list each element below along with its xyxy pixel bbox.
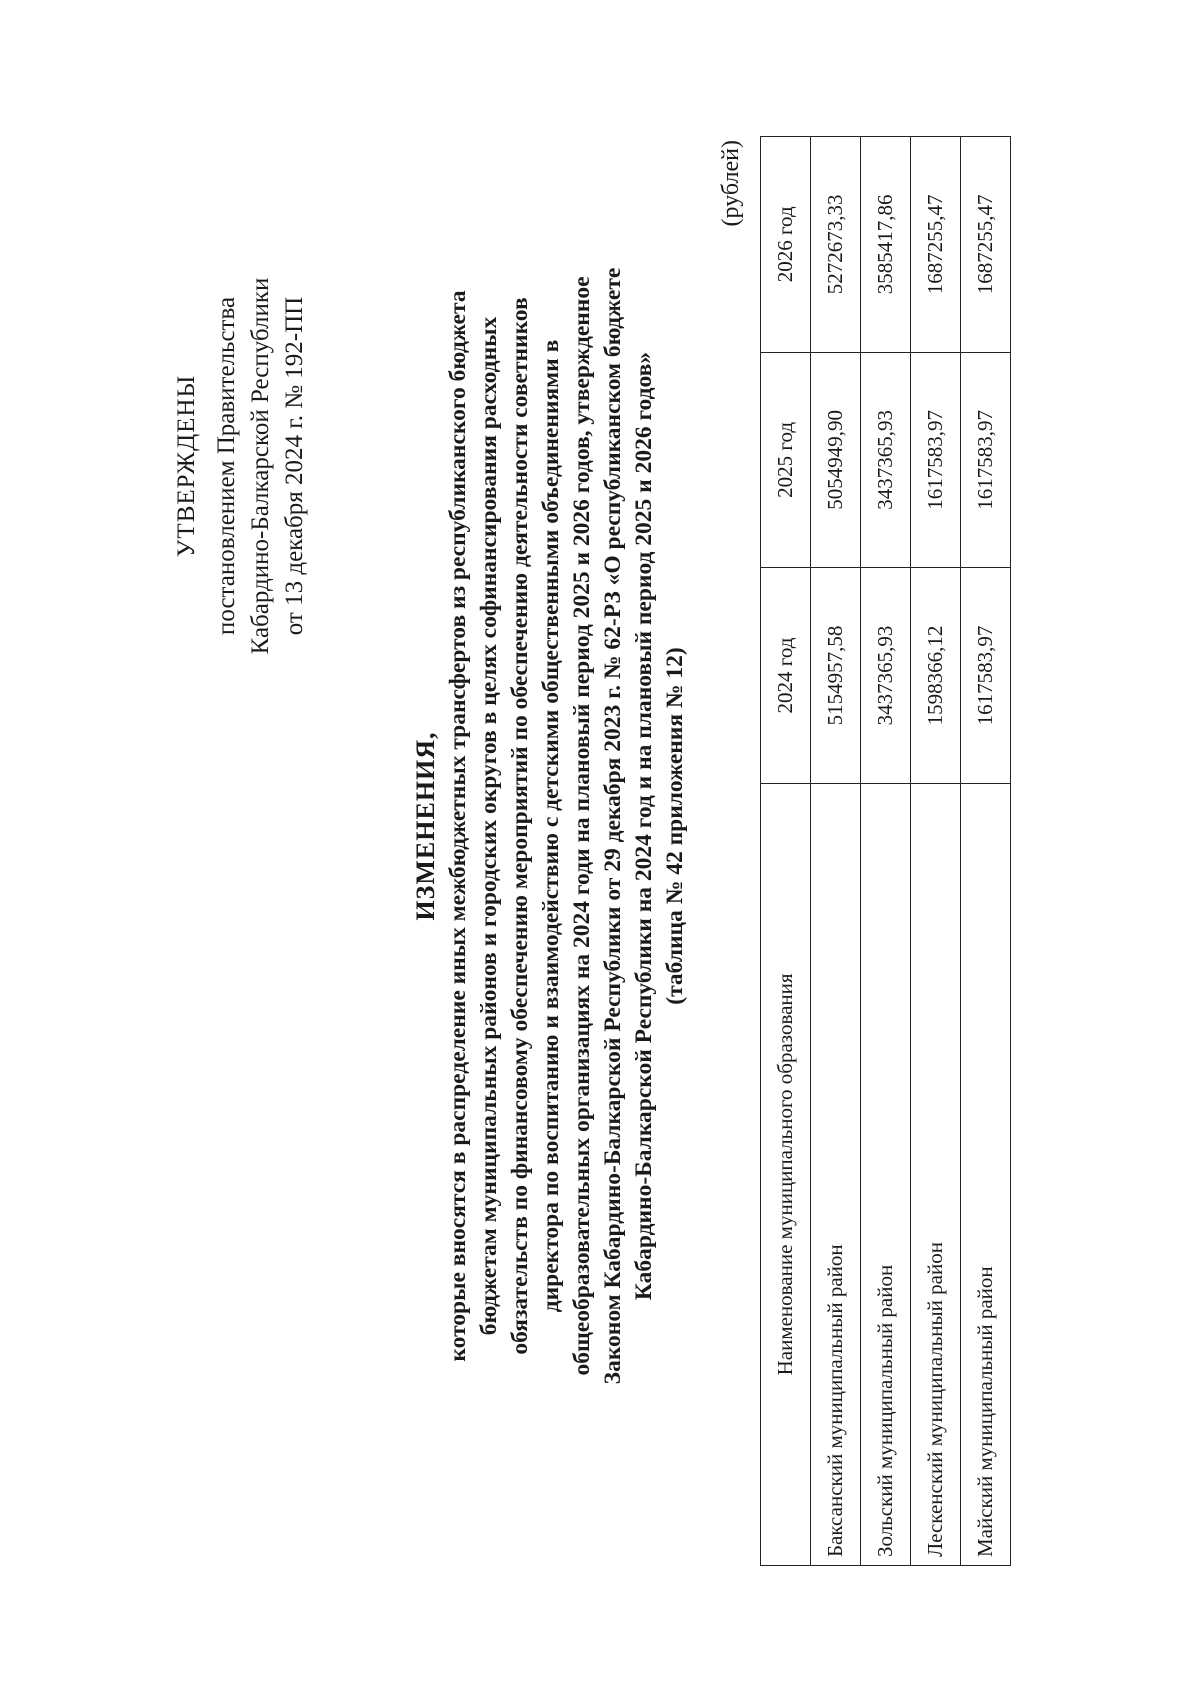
cell-municipality: Майский муниципальный район: [961, 783, 1011, 1565]
unit-label: (рублей): [718, 140, 744, 227]
table-header-row: [761, 137, 811, 1566]
cell-municipality: Баксанский муниципальный район: [811, 783, 861, 1565]
heading-line: общеобразовательных организациях на 2024 годи на плановый период 2025 и 2026 годов, утвержденное: [569, 276, 595, 1376]
table-row: [811, 137, 861, 1566]
header-year-2026: 2026 год: [761, 137, 811, 353]
approval-line-1: постановлением Правительства: [213, 296, 240, 636]
header-year-2025: 2025 год: [761, 352, 811, 568]
approval-block: [170, 256, 312, 676]
cell-2025: 3437365,93: [861, 352, 911, 568]
document-heading: [410, 106, 691, 1546]
cell-2024: 5154957,58: [811, 568, 861, 784]
heading-line: Кабардино-Балкарской Республики на 2024 год и на плановый период 2025 и 2026 годов»: [631, 351, 657, 1301]
document-title: ИЗМЕНЕНИЯ,: [411, 731, 440, 921]
cell-2024: 1617583,97: [961, 568, 1011, 784]
cell-2024: 1598366,12: [911, 568, 961, 784]
header-year-2024: 2024 год: [761, 568, 811, 784]
heading-line: которые вносятся в распределение иных межбюджетных трансфертов из республиканского бюджета: [445, 290, 471, 1362]
approval-line-2: Кабардино-Балкарской Республики: [247, 277, 274, 655]
heading-line: бюджетам муниципальных районов и городских округов в целях софинансирования расходных: [476, 316, 502, 1336]
cell-2024: 3437365,93: [861, 568, 911, 784]
cell-2025: 1617583,97: [911, 352, 961, 568]
cell-2026: 1687255,47: [961, 137, 1011, 353]
header-municipality: Наименование муниципального образования: [761, 783, 811, 1565]
table-row: [911, 137, 961, 1566]
distribution-table: [760, 136, 1011, 1566]
heading-line: обязательств по финансовому обеспечению мероприятий по обеспечению деятельности советников: [507, 297, 533, 1355]
cell-2026: 3585417,86: [861, 137, 911, 353]
heading-line: (таблица № 42 приложения № 12): [662, 647, 688, 1005]
cell-2025: 1617583,97: [961, 352, 1011, 568]
table-row: [961, 137, 1011, 1566]
cell-2025: 5054949,90: [811, 352, 861, 568]
approval-stamp: УТВЕРЖДЕНЫ: [173, 374, 200, 558]
approval-line-3: от 13 декабря 2024 г. № 192-ПП: [281, 296, 308, 636]
table-row: [861, 137, 911, 1566]
heading-line: директора по воспитанию и взаимодействию с детскими общественными объединениями в: [538, 339, 564, 1313]
cell-2026: 1687255,47: [911, 137, 961, 353]
cell-2026: 5272673,33: [811, 137, 861, 353]
cell-municipality: Зольский муниципальный район: [861, 783, 911, 1565]
heading-line: Законом Кабардино-Балкарской Республики от 29 декабря 2023 г. № 62-РЗ «О республиканском бюджете: [600, 267, 626, 1385]
cell-municipality: Лескенский муниципальный район: [911, 783, 961, 1565]
